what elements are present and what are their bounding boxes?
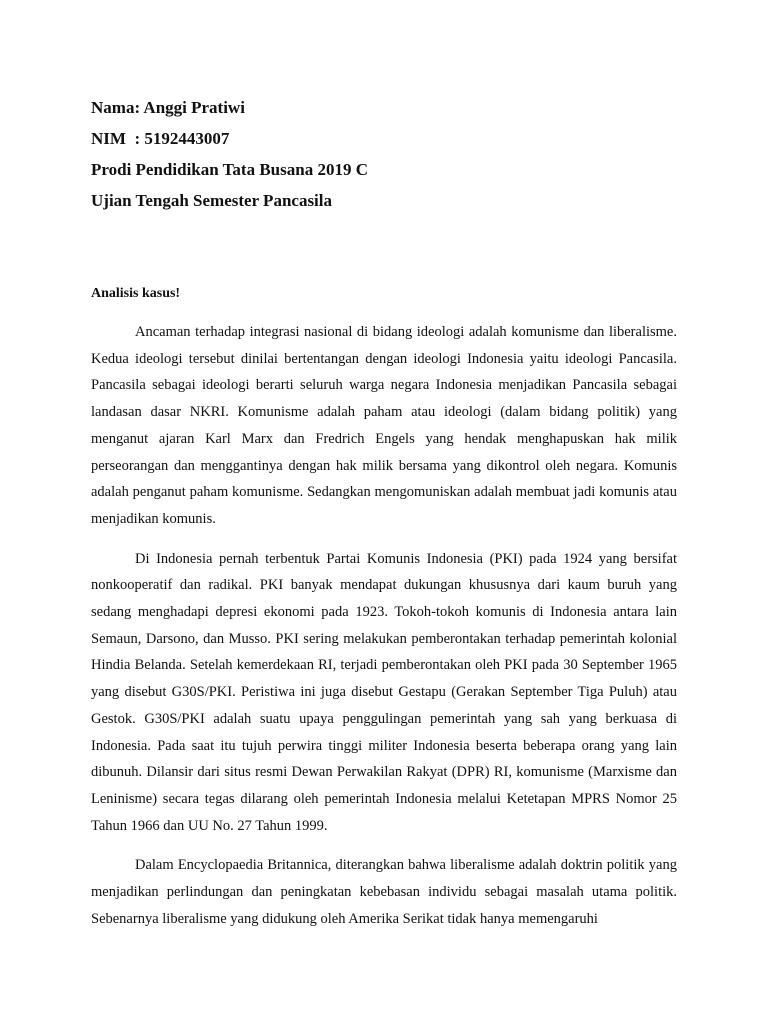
paragraph-ideology-threats: Ancaman terhadap integrasi nasional di bidang ideologi adalah komunisme dan liberalisme. Kedua ideologi tersebut dinilai bertentangan dengan ideologi Indonesia yaitu ideologi Pancasila. Pancasila sebagai ideologi berarti seluruh warga negara Indonesia menjadikan Pancasila sebagai landasan dasar NKRI. Komunisme adalah paham atau ideologi (dalam bidang politik) yang menganut ajaran Karl Marx dan Fredrich Engels yang hendak menghapuskan hak milik perseorangan dan menggantinya dengan hak milik bersama yang dikontrol oleh negara. Komunis adalah penganut paham komunisme. Sedangkan mengomuniskan adalah membuat jadi komunis atau menjadikan komunis. — [91, 324, 677, 527]
paragraph-pki-history: Di Indonesia pernah terbentuk Partai Komunis Indonesia (PKI) pada 1924 yang bersifat nonkooperatif dan radikal. PKI banyak mendapat dukungan khususnya dari kaum buruh yang sedang menghadapi depresi ekonomi pada 1923. Tokoh-tokoh komunis di Indonesia antara lain Semaun, Darsono, dan Musso. PKI sering melakukan pemberontakan terhadap pemerintah kolonial Hindia Belanda. Setelah kemerdekaan RI, terjadi pemberontakan oleh PKI pada 30 September 1965 yang disebut G30S/PKI. Peristiwa ini juga disebut Gestapu (Gerakan September Tiga Puluh) atau Gestok. G30S/PKI adalah suatu upaya penggulingan pemerintah yang sah yang berkuasa di Indonesia. Pada saat itu tujuh perwira tinggi militer Indonesia beserta beberapa orang yang lain dibunuh. Dilansir dari situs resmi Dewan Perwakilan Rakyat (DPR) RI, komunisme (Marxisme dan Leninisme) secara tegas dilarang oleh pemerintah Indonesia melalui Ketetapan MPRS Nomor 25 Tahun 1966 dan UU No. 27 Tahun 1999. — [91, 550, 677, 834]
exam-title: Ujian Tengah Semester Pancasila — [91, 191, 333, 210]
section-heading: Analisis kasus! — [91, 286, 181, 301]
body-text — [91, 319, 677, 945]
paragraph-liberalism: Dalam Encyclopaedia Britannica, diterangkan bahwa liberalisme adalah doktrin politik yang menjadikan perlindungan dan peningkatan kebebasan individu sebagai masalah utama politik. Sebenarnya liberalisme yang didukung oleh Amerika Serikat tidak hanya memengaruhi — [91, 857, 677, 927]
student-info — [91, 92, 691, 216]
student-nim: NIM : 5192443007 — [91, 129, 230, 148]
study-program: Prodi Pendidikan Tata Busana 2019 C — [91, 160, 368, 179]
student-name: Nama: Anggi Pratiwi — [91, 98, 245, 117]
